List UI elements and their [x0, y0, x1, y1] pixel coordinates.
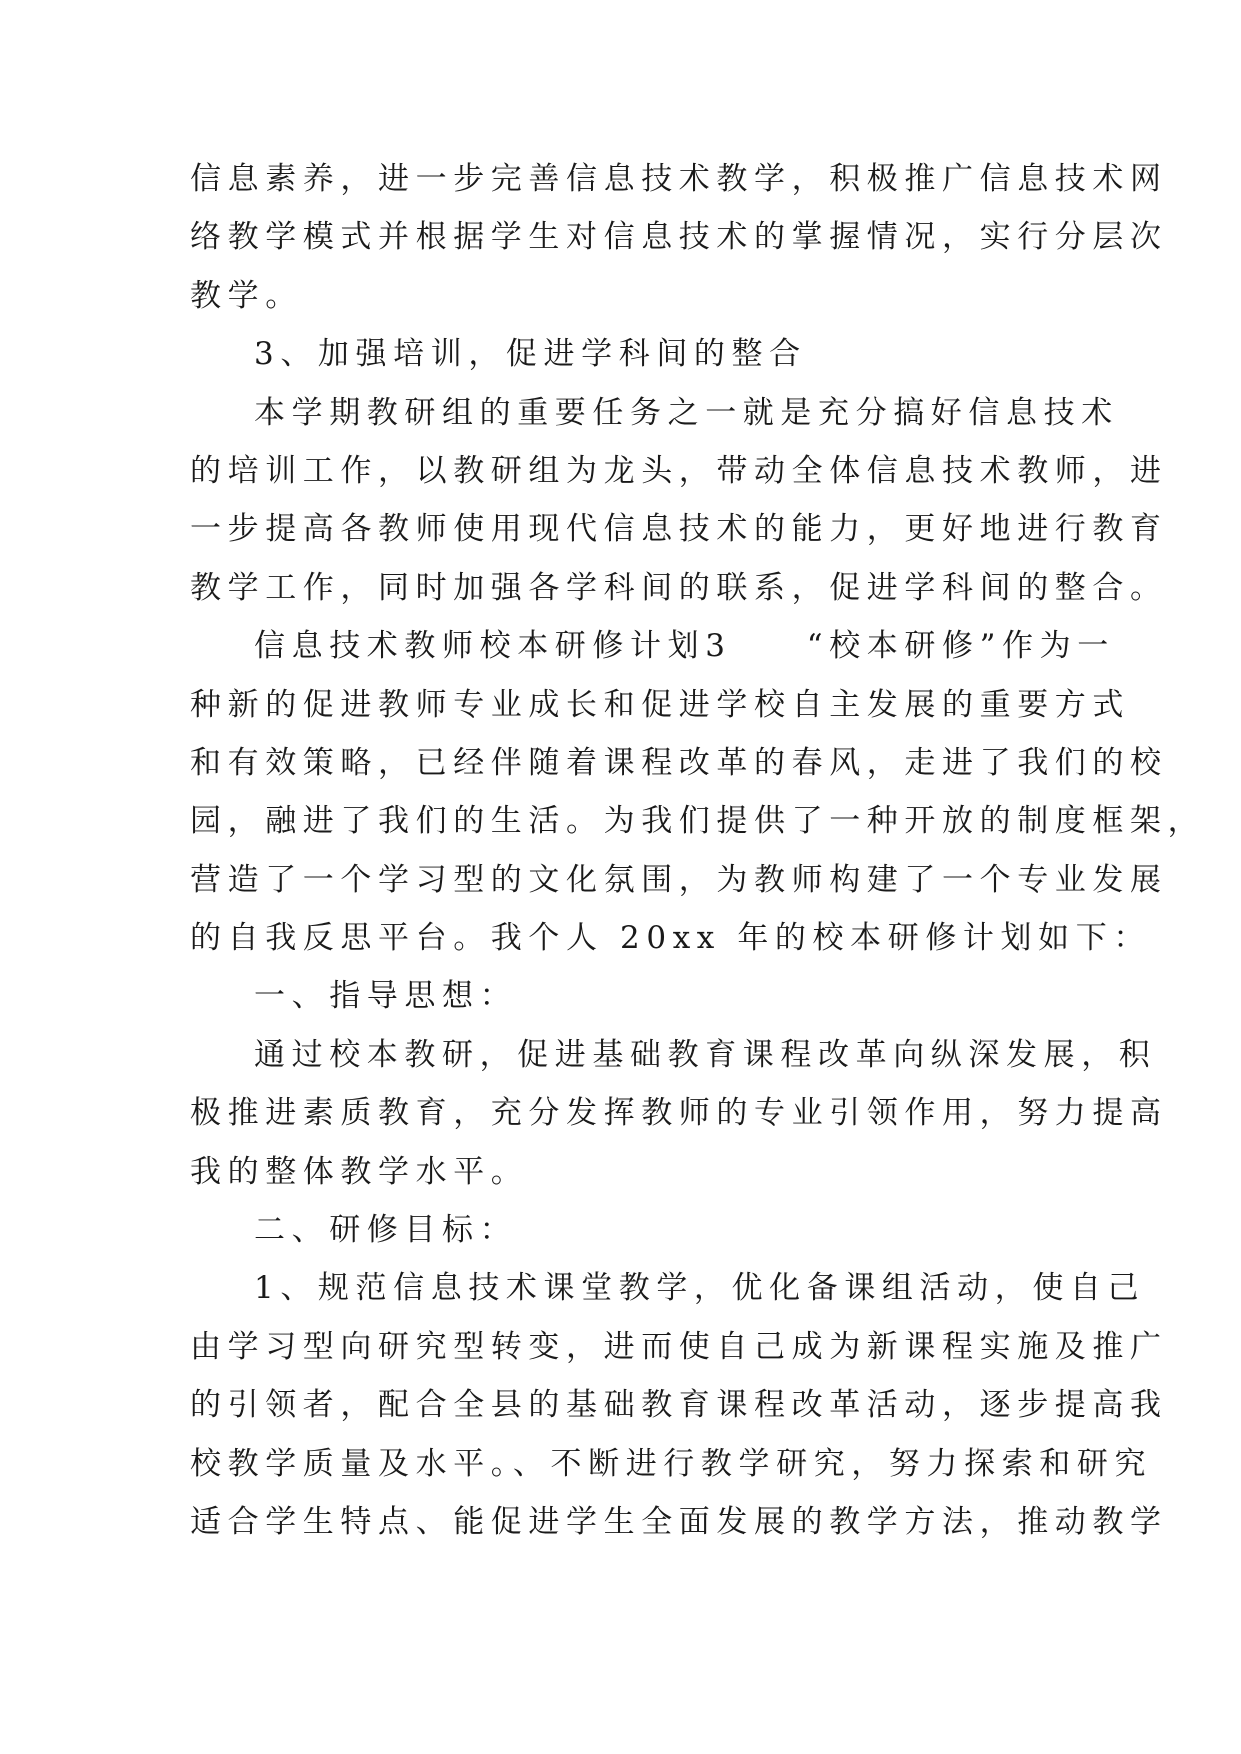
text-line: 极推进素质教育，充分发挥教师的专业引领作用，努力提高: [190, 1095, 1168, 1132]
section-heading: 二、研修目标：: [254, 1212, 518, 1249]
document-body: [190, 150, 1206, 1551]
paragraph-start: 通过校本教研，促进基础教育课程改革向纵深发展，积: [254, 1036, 1157, 1073]
text-line: 教学工作，同时加强各学科间的联系，促进学科间的整合。: [190, 569, 1168, 606]
text-line: 校教学质量及水平。、不断进行教学研究，努力探索和研究: [190, 1445, 1153, 1482]
paragraph-start: 1、规范信息技术课堂教学，优化备课组活动，使自己: [254, 1270, 1146, 1307]
text-line: 适合学生特点、能促进学生全面发展的教学方法，推动教学: [190, 1503, 1168, 1540]
text-line: 的引领者，配合全县的基础教育课程改革活动，逐步提高我: [190, 1387, 1168, 1424]
section-heading: 3、加强培训，促进学科间的整合: [254, 336, 807, 373]
text-line: 的自我反思平台。我个人 20xx 年的校本研修计划如下：: [190, 920, 1151, 957]
section-heading: 一、指导思想：: [254, 978, 518, 1015]
text-line: 园，融进了我们的生活。为我们提供了一种开放的制度框架，: [190, 803, 1206, 840]
text-line: 络教学模式并根据学生对信息技术的掌握情况，实行分层次: [190, 219, 1168, 256]
text-line: 由学习型向研究型转变，进而使自己成为新课程实施及推广: [190, 1328, 1168, 1365]
paragraph-start: 信息技术教师校本研修计划3 “校本研修”作为一: [254, 628, 1115, 665]
text-line: 信息素养，进一步完善信息技术教学，积极推广信息技术网: [190, 161, 1168, 197]
text-line: 的培训工作，以教研组为龙头，带动全体信息技术教师，进: [190, 452, 1168, 489]
text-line: 我的整体教学水平。: [190, 1153, 529, 1190]
text-line: 营造了一个学习型的文化氛围，为教师构建了一个专业发展: [190, 861, 1168, 898]
text-line: 和有效策略，已经伴随着课程改革的春风，走进了我们的校: [190, 744, 1168, 781]
text-line: 教学。: [190, 277, 303, 314]
paragraph-start: 本学期教研组的重要任务之一就是充分搞好信息技术: [254, 394, 1119, 431]
text-line: 种新的促进教师专业成长和促进学校自主发展的重要方式: [190, 686, 1130, 723]
text-line: 一步提高各教师使用现代信息技术的能力，更好地进行教育: [190, 511, 1168, 548]
